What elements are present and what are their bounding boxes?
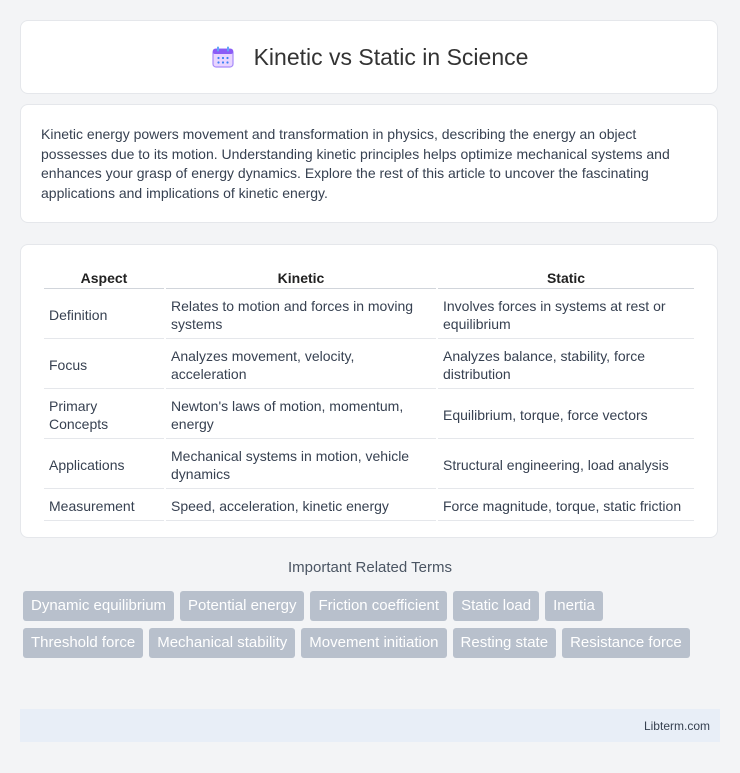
footer [20,709,720,742]
table-cell: Primary Concepts [44,391,164,439]
related-terms-list [23,591,723,658]
related-term-tag[interactable]: Dynamic equilibrium [23,591,174,621]
related-term-tag[interactable]: Movement initiation [301,628,446,658]
table-cell: Involves forces in systems at rest or equilibrium [438,291,694,339]
comparison-table [42,265,696,523]
related-term-tag[interactable]: Resting state [453,628,557,658]
intro-card [20,104,718,223]
intro-text: Kinetic energy powers movement and transformation in physics, describing the energy an object possesses due to its motion. Understanding kinetic principles helps optimize mechanical systems and enhances your grasp of energy dynamics. Explore the rest of this article to uncover the fascinating applications and implications of kinetic energy. [41,126,670,201]
table-header-row [44,267,694,289]
header-card [20,20,718,94]
table-row [44,441,694,489]
comparison-card [20,244,718,538]
table-cell: Speed, acceleration, kinetic energy [166,491,436,521]
related-term-tag[interactable]: Friction coefficient [310,591,447,621]
related-term-tag[interactable]: Threshold force [23,628,143,658]
related-term-tag[interactable]: Static load [453,591,539,621]
related-terms-title: Important Related Terms [288,559,452,576]
table-cell: Mechanical systems in motion, vehicle dynamics [166,441,436,489]
table-row [44,391,694,439]
table-row [44,291,694,339]
table-cell: Relates to motion and forces in moving systems [166,291,436,339]
header-kinetic: Kinetic [166,267,436,289]
page-title: Kinetic vs Static in Science [253,43,529,70]
related-term-tag[interactable]: Inertia [545,591,603,621]
table-row [44,491,694,521]
table-cell: Analyzes balance, stability, force distribution [438,341,694,389]
header-static: Static [438,267,694,289]
related-term-tag[interactable]: Potential energy [180,591,304,621]
related-term-tag[interactable]: Resistance force [562,628,690,658]
calendar-icon [210,44,236,70]
table-cell: Newton's laws of motion, momentum, energy [166,391,436,439]
table-cell: Analyzes movement, velocity, acceleration [166,341,436,389]
header-aspect: Aspect [44,267,164,289]
table-row [44,341,694,389]
table-cell: Focus [44,341,164,389]
table-cell: Applications [44,441,164,489]
table-cell: Equilibrium, torque, force vectors [438,391,694,439]
footer-site-link[interactable]: Libterm.com [643,718,710,733]
table-cell: Measurement [44,491,164,521]
table-cell: Structural engineering, load analysis [438,441,694,489]
table-cell: Definition [44,291,164,339]
table-cell: Force magnitude, torque, static friction [438,491,694,521]
related-term-tag[interactable]: Mechanical stability [149,628,295,658]
